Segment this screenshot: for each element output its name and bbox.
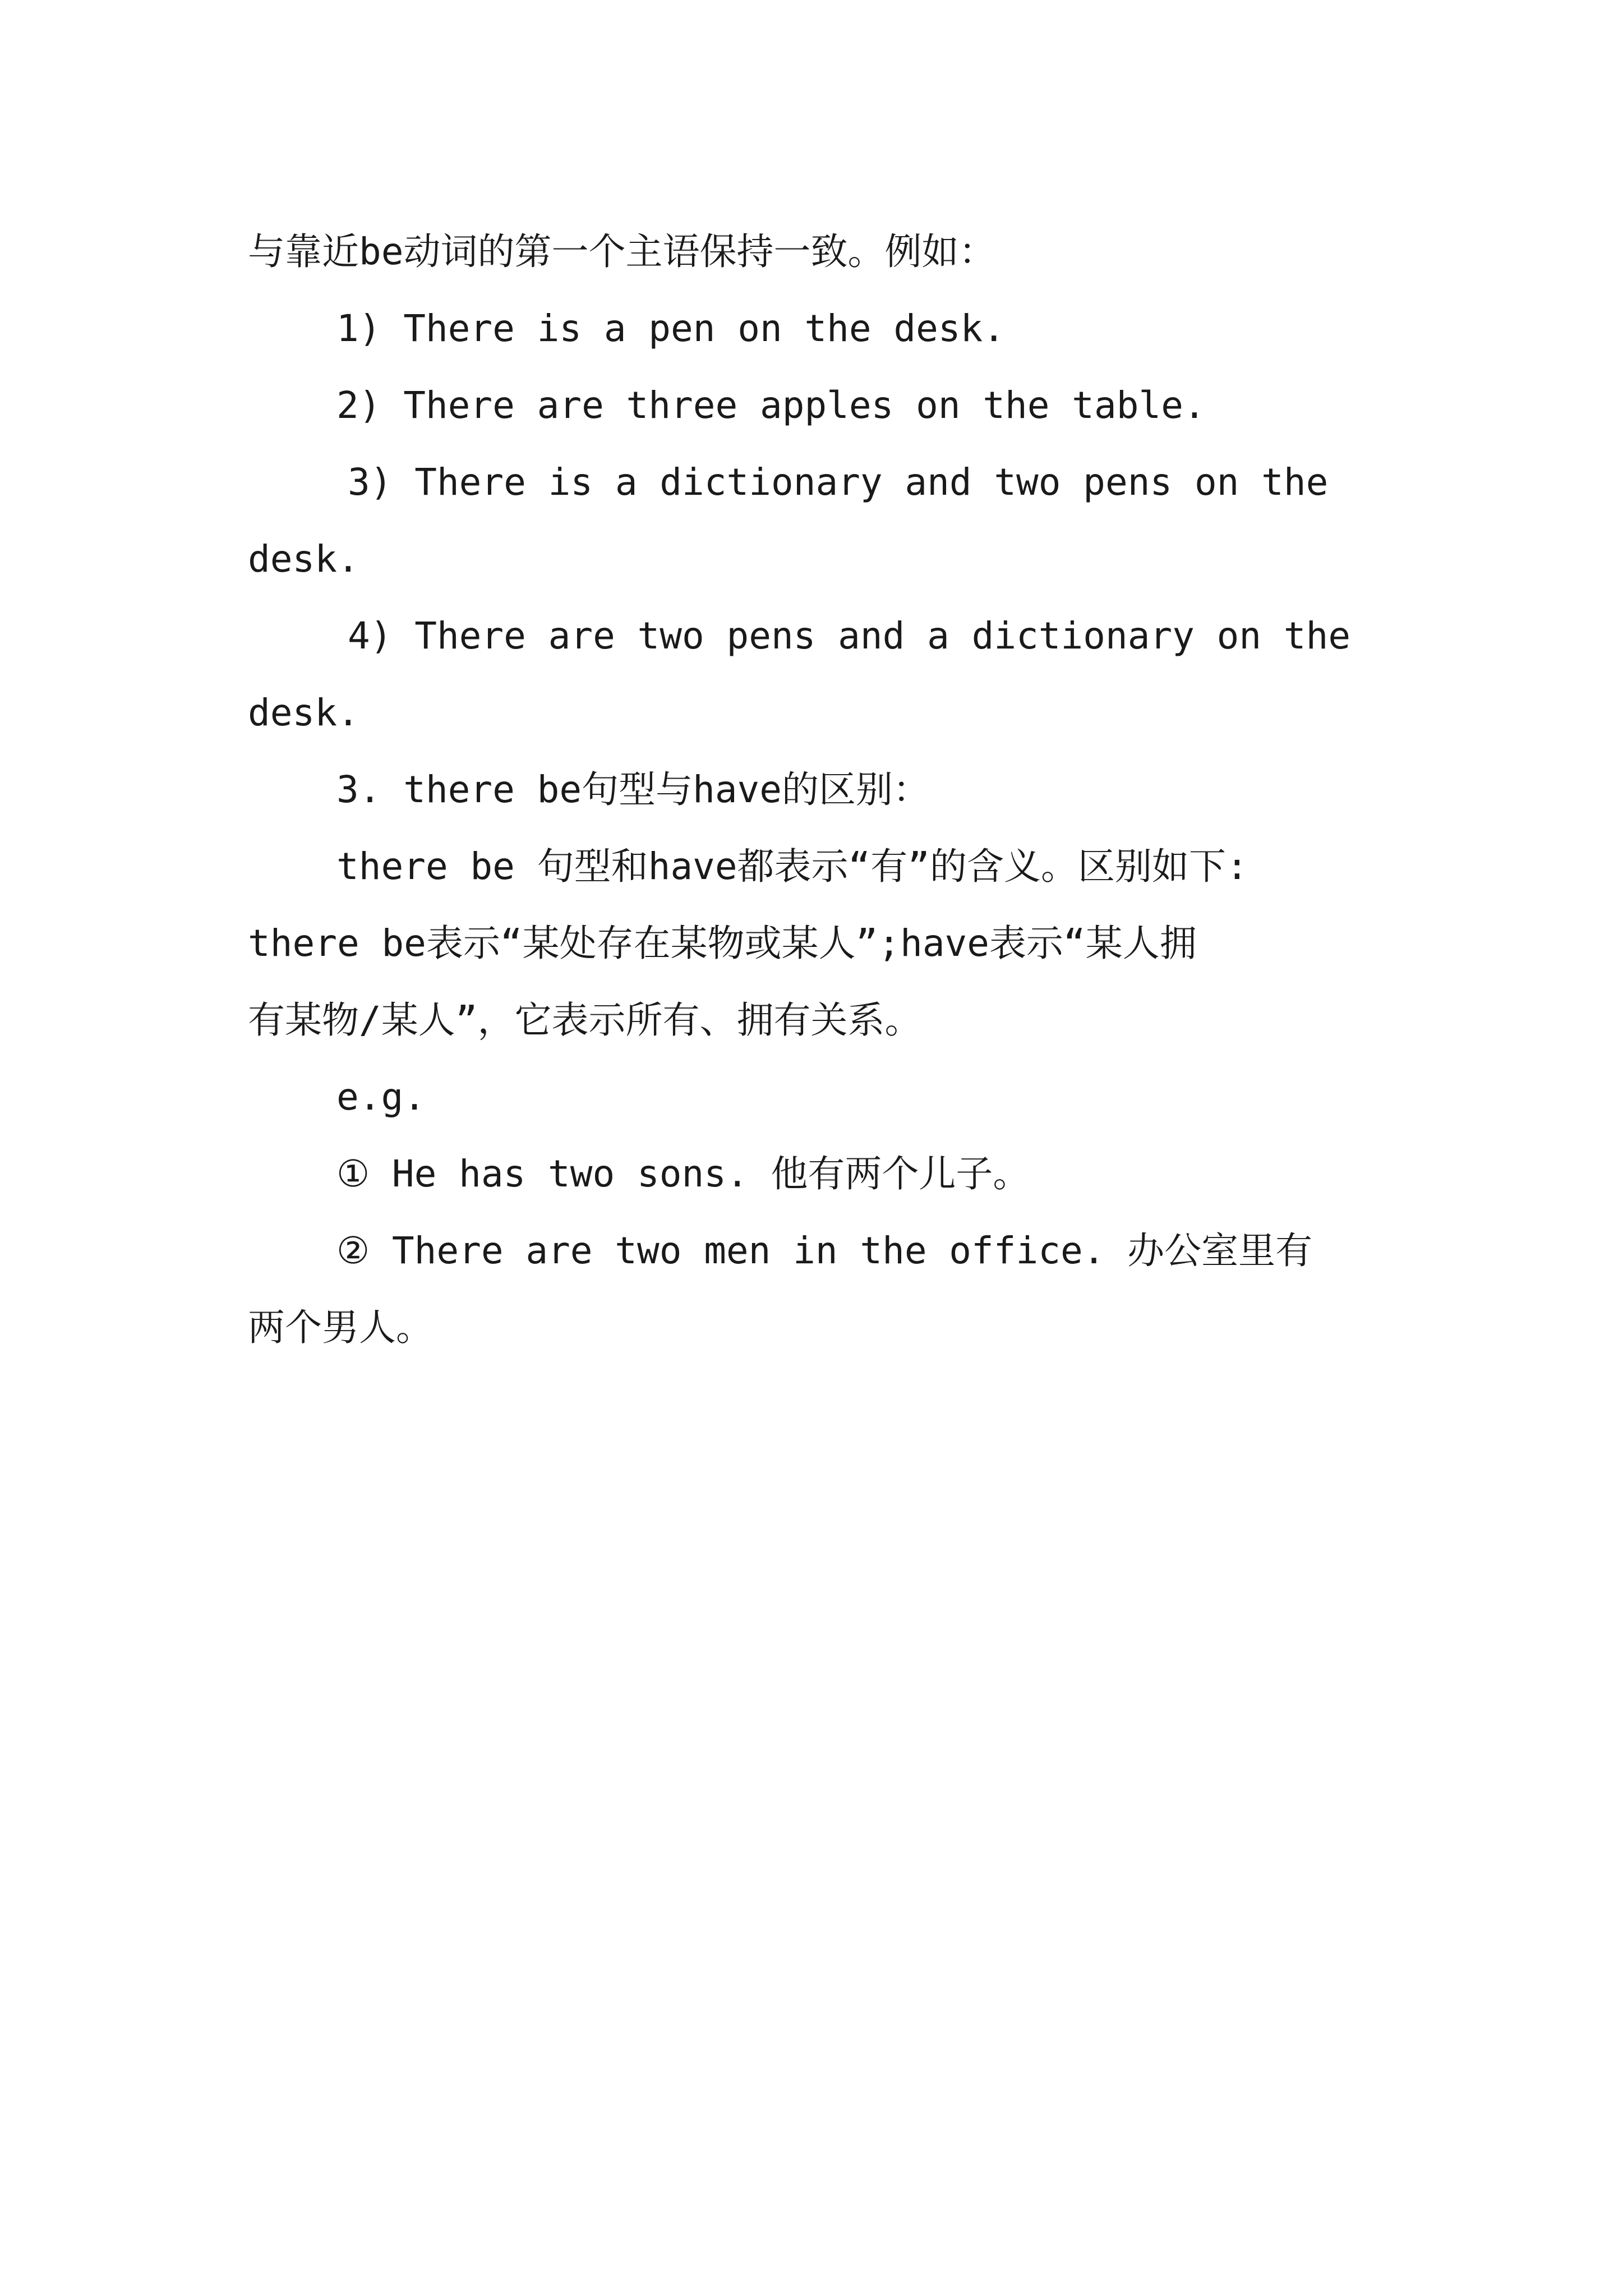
- example-3-continued: desk.: [248, 537, 359, 581]
- eg-example-1: ① He has two sons. 他有两个儿子。: [336, 1152, 1030, 1195]
- document-body: [248, 213, 1386, 1366]
- example-2: 2) There are three apples on the table.: [336, 384, 1206, 427]
- section-heading-3: 3. there be句型与have的区别：: [336, 768, 930, 811]
- example-1: 1) There is a pen on the desk.: [336, 307, 1006, 350]
- paragraph-line-1: 与靠近be动词的第一个主语保持一致。例如：: [248, 230, 996, 273]
- eg-example-2-continued: 两个男人。: [248, 1306, 433, 1349]
- eg-example-2: ② There are two men in the office. 办公室里有: [336, 1229, 1313, 1272]
- example-4: 4) There are two pens and a dictionary on the: [348, 614, 1351, 657]
- example-3: 3) There is a dictionary and two pens on the: [348, 461, 1329, 504]
- example-4-continued: desk.: [248, 691, 359, 734]
- paragraph-line-2: there be 句型和have都表示“有”的含义。区别如下:: [336, 845, 1248, 888]
- paragraph-line-4: 有某物/某人”，它表示所有、拥有关系。: [248, 999, 922, 1042]
- paragraph-line-3: there be表示“某处存在某物或某人”;have表示“某人拥: [248, 922, 1197, 965]
- eg-label: e.g.: [336, 1075, 426, 1119]
